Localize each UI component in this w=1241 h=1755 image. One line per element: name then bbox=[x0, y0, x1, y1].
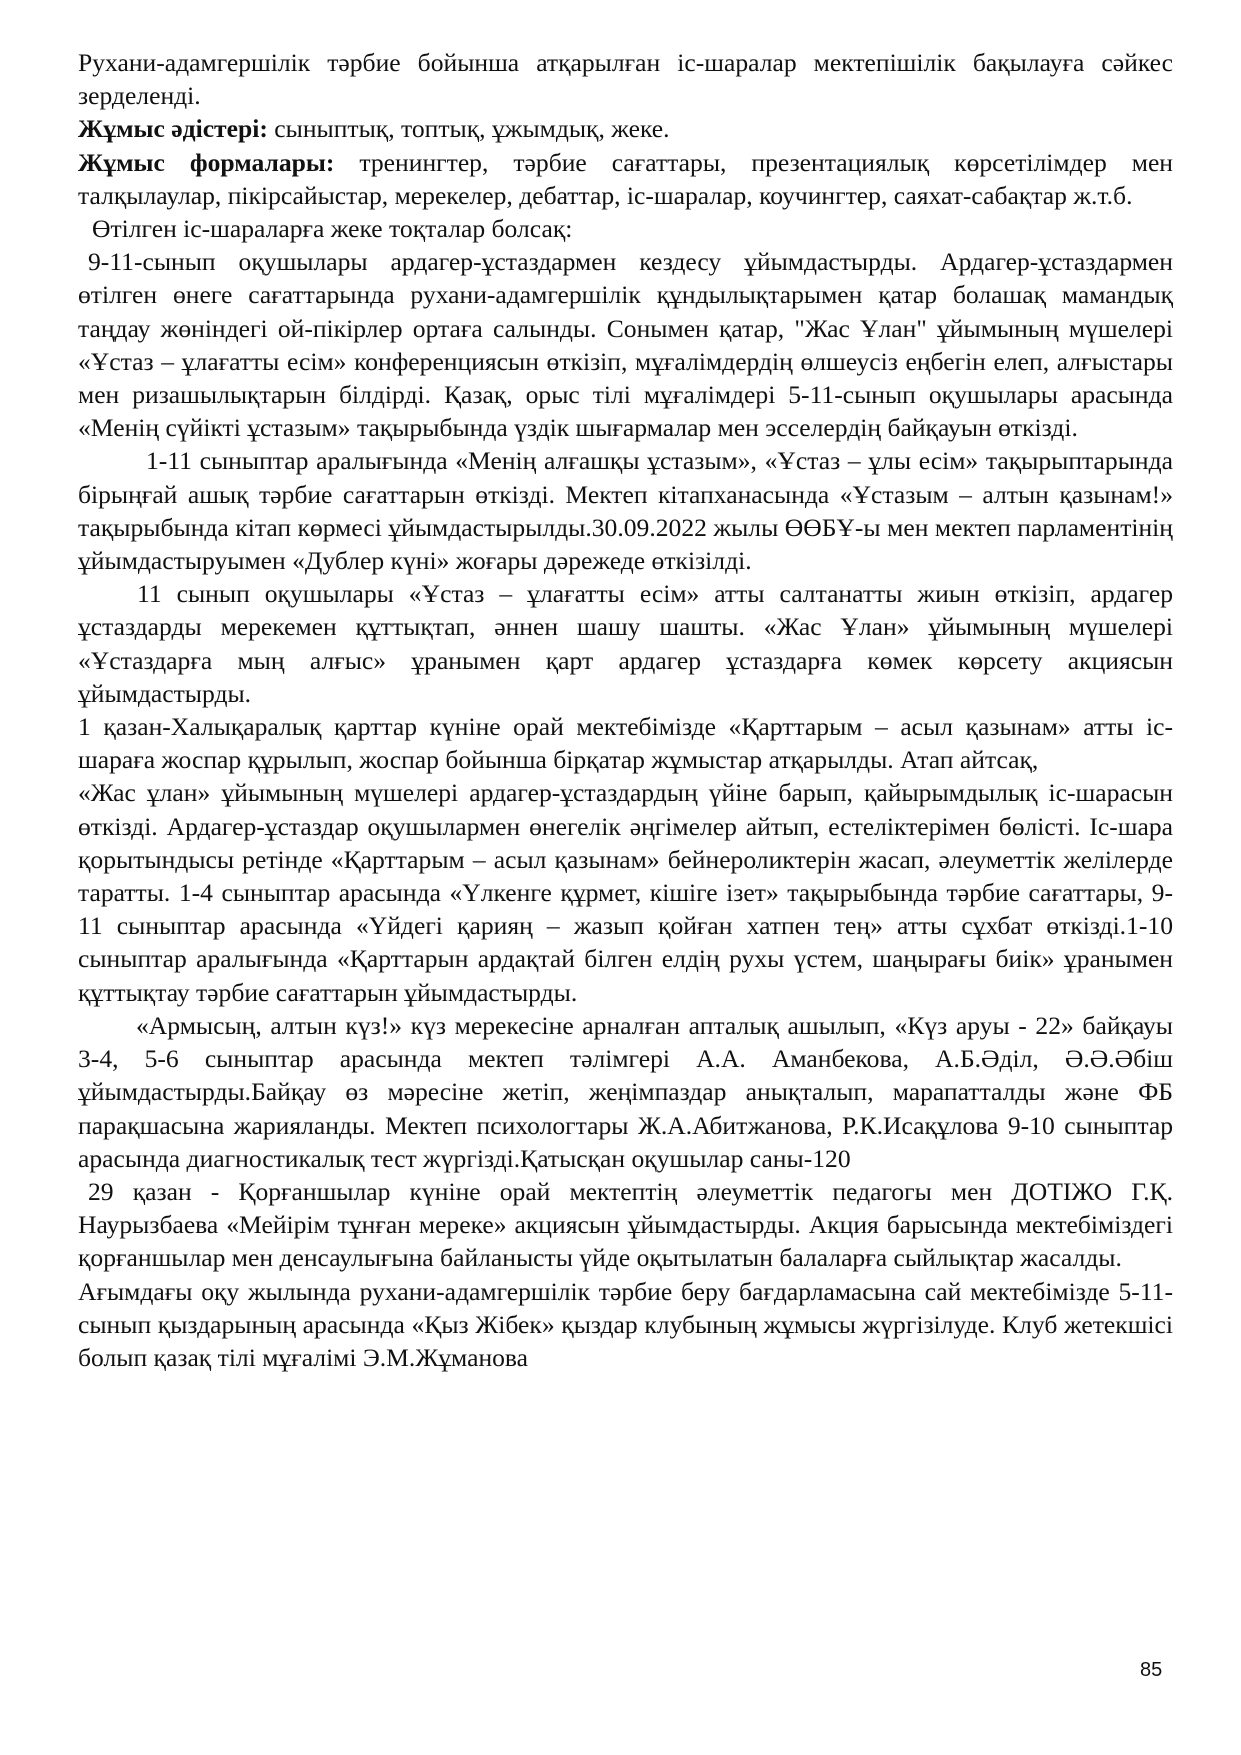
work-forms-label: Жұмыс формалары: bbox=[78, 147, 335, 177]
work-forms-text: тренингтер, тәрбие сағаттары, презентациялық көрсетілімдер мен талқылаулар, пікірсайыстар, мерекелер, дебаттар, іс-шаралар, коучингтер, саяхат-сабақтар ж.т.б. bbox=[78, 147, 1174, 210]
intro-paragraph: Рухани-адамгершілік тәрбие бойынша атқарылған іс-шаралар мектепішілік бақылауға сәйкес зерделенді. bbox=[78, 48, 1173, 111]
grade-11-paragraph: 11 сынып оқушылары «Ұстаз – ұлағатты есім» атты салтанатты жиын өткізіп, ардагер ұстаздарды мерекемен құттықтап, әннен шашу шашты. «Жас Ұлан» ұйымының мүшелері «Ұстаздарға мың алғыс» ұранымен қарт ардагер ұстаздарға көмек көрсету акциясын ұйымдастырды. bbox=[78, 579, 1173, 708]
autumn-festival-paragraph: «Армысың, алтын күз!» күз мерекесіне арналған апталық ашылып, «Күз аруы - 22» байқауы 3-4, 5-6 сыныптар арасында мектеп тәлімгері А.А. Аманбекова, А.Б.Әділ, Ә.Ә.Әбіш ұйымдастырды.Байқау өз мәресіне жетіп, жеңімпаздар анықталып, марапатталды және ФБ парақшасына жарияланды. Мектеп психологтары Ж.А.Абитжанова, Р.К.Исақұлова 9-10 сыныптар арасында диагностикалық тест жүргізді.Қатысқан оқушылар саны-120 bbox=[78, 1010, 1173, 1173]
grades-1-11-paragraph: 1-11 сыныптар аралығында «Менің алғашқы ұстазым», «Ұстаз – ұлы есім» тақырыптарында бірыңғай ашық тәрбие сағаттарын өткізді. Мектеп кітапханасында «Ұстазым – алтын қазынам!» тақырыбында кітап көрмесі ұйымдастырылды.30.09.2022 жылы ӨӨБҰ-ы мен мектеп парламентінің ұйымдастыруымен «Дублер күні» жоғары дәрежеде өткізілді. bbox=[78, 446, 1173, 576]
guardians-day-paragraph: 29 қазан - Қорғаншылар күніне орай мектептің әлеуметтік педагогы мен ДОТІЖО Г.Қ. Наурызбаева «Мейірім тұнған мереке» акциясын ұйымдастырды. Акция барысында мектебіміздегі қорғаншылар мен денсаулығына байланысты үйде оқытылатын балаларға сыйлықтар жасалды. bbox=[78, 1176, 1173, 1273]
document-page bbox=[78, 46, 1173, 1374]
page-number: 85 bbox=[1140, 1659, 1163, 1681]
girls-club-paragraph: Ағымдағы оқу жылында рухани-адамгершілік тәрбие беру бағдарламасына сай мектебімізде 5-11-сынып қыздарының арасында «Қыз Жібек» қыздар клубының жұмысы жүргізілуде. Клуб жетекшісі болып қазақ тілі мұғалімі Э.М.Жұманова bbox=[78, 1276, 1173, 1372]
jas-ulan-paragraph: «Жас ұлан» ұйымының мүшелері ардагер-ұстаздардың үйіне барып, қайырымдылық іс-шарасын өткізді. Ардагер-ұстаздар оқушылармен өнегелік әңгімелер айтып, естеліктерімен бөлісті. Іс-шара қорытындысы ретінде «Қарттарым – асыл қазынам» бейнероликтерін жасап, әлеуметтік желілерде таратты. 1-4 сыныптар арасында «Үлкенге құрмет, кішіге ізет» тақырыбында тәрбие сағаттары, 9-11 сыныптар арасында «Үйдегі қарияң – жазып қойған хатпен тең» атты сұхбат өткізді.1-10 сыныптар аралығында «Қарттарын ардақтай білген елдің рухы үстем, шаңырағы биік» ұранымен құттықтау тәрбие сағаттарын ұйымдастырды. bbox=[78, 778, 1173, 1007]
elderly-day-paragraph: 1 қазан-Халықаралық қарттар күніне орай мектебімізде «Қарттарым – асыл қазынам» атты іс-шараға жоспар құрылып, жоспар бойынша бірқатар жұмыстар атқарылды. Атап айтсақ, bbox=[78, 712, 1173, 775]
work-methods-paragraph bbox=[78, 112, 1173, 145]
work-methods-label: Жұмыс әдістері: bbox=[78, 114, 268, 144]
work-forms-paragraph bbox=[78, 146, 1173, 212]
veteran-teachers-paragraph: 9-11-сынып оқушылары ардагер-ұстаздармен кездесу ұйымдастырды. Ардагер-ұстаздармен өтілген өнеге сағаттарында рухани-адамгершілік құндылықтарымен қатар болашақ мамандық таңдау жөніндегі ой-пікірлер ортаға салынды. Сонымен қатар, "Жас Ұлан" ұйымының мүшелері «Ұстаз – ұлағатты есім» конференциясын өткізіп, мұғалімдердің өлшеусіз еңбегін елеп, алғыстары мен ризашылықтарын білдірді. Қазақ, орыс тілі мұғалімдері 5-11-сынып оқушылары арасында «Менің сүйікті ұстазым» тақырыбында үздік шығармалар мен эсселердің байқауын өткізді. bbox=[78, 247, 1173, 443]
work-methods-text: сыныптық, топтық, ұжымдық, жеке. bbox=[267, 114, 670, 144]
events-intro-paragraph: Өтілген іс-шараларға жеке тоқталар болсақ: bbox=[92, 214, 573, 244]
